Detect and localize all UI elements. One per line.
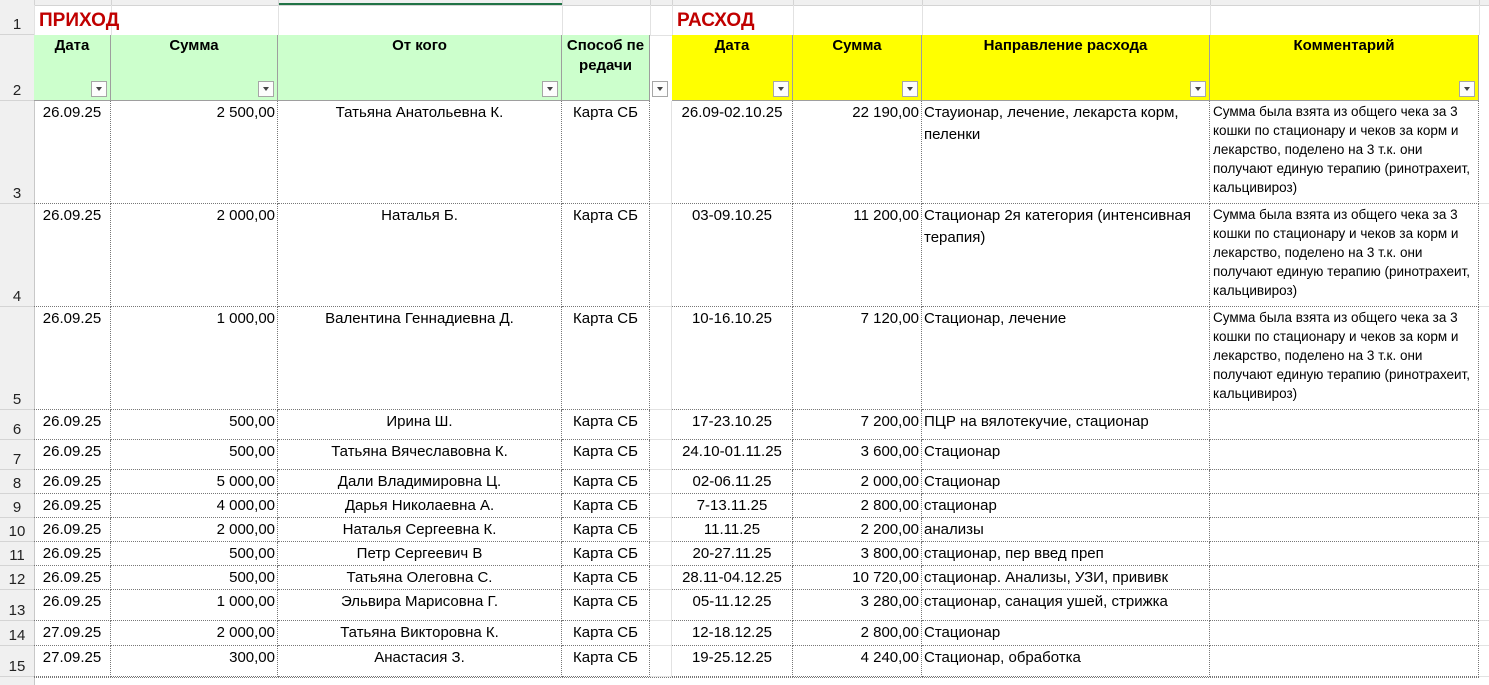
expense-cell-comment[interactable] — [1210, 470, 1479, 494]
expense-cell-date[interactable]: 12-18.12.25 — [672, 621, 793, 646]
row-number[interactable] — [0, 307, 34, 410]
income-cell-method[interactable]: Карта СБ — [562, 621, 650, 646]
expense-cell-comment[interactable]: Сумма была взята из общего чека за 3 кошки по стационару и чеков за корм и лекарство, поделено на 3 т.к. они получают единую терапию (ринотрахеит, кальцивироз) — [1210, 204, 1479, 307]
row-number-label: 7 — [12, 451, 22, 468]
empty-cell[interactable] — [1479, 566, 1489, 590]
empty-cell[interactable] — [1479, 470, 1489, 494]
income-cell-method[interactable]: Карта СБ — [562, 494, 650, 518]
income-cell-from[interactable]: Наталья Б. — [278, 204, 562, 307]
income-cell-sum[interactable]: 2 000,00 — [111, 204, 278, 307]
expense-cell-sum[interactable]: 2 000,00 — [793, 470, 922, 494]
row-number[interactable] — [0, 542, 34, 566]
row-number[interactable] — [0, 204, 34, 307]
expense-title: РАСХОД — [677, 10, 755, 31]
row-number[interactable] — [0, 518, 34, 542]
income-cell-sum[interactable]: 500,00 — [111, 410, 278, 440]
partial-row — [34, 677, 1479, 685]
income-cell-date[interactable]: 26.09.25 — [34, 440, 111, 470]
empty-cell[interactable] — [650, 566, 672, 590]
income-cell-sum[interactable]: 1 000,00 — [111, 307, 278, 410]
row-number[interactable] — [0, 566, 34, 590]
income-cell-from[interactable]: Татьяна Вячеславовна К. — [278, 440, 562, 470]
income-cell-date[interactable]: 26.09.25 — [34, 410, 111, 440]
expense-cell-sum[interactable]: 11 200,00 — [793, 204, 922, 307]
expense-cell-comment[interactable] — [1210, 518, 1479, 542]
expense-cell-direction[interactable]: ПЦР на вялотекучие, стационар — [922, 410, 1210, 440]
empty-cell[interactable] — [1479, 518, 1489, 542]
income-cell-from[interactable]: Дарья Николаевна А. — [278, 494, 562, 518]
gridline — [672, 5, 673, 35]
income-cell-sum[interactable]: 500,00 — [111, 566, 278, 590]
empty-cell[interactable] — [650, 494, 672, 518]
expense-cell-comment[interactable] — [1210, 440, 1479, 470]
empty-cell[interactable] — [650, 101, 672, 204]
income-cell-from[interactable]: Анастасия З. — [278, 646, 562, 677]
expense-cell-sum[interactable]: 7 120,00 — [793, 307, 922, 410]
row-number-label: 15 — [8, 658, 26, 675]
row-number-label: 12 — [8, 571, 26, 588]
row-number-label: 13 — [8, 602, 26, 619]
income-cell-sum[interactable]: 300,00 — [111, 646, 278, 677]
expense-header-sum[interactable]: Сумма — [793, 35, 922, 101]
income-cell-method[interactable]: Карта СБ — [562, 410, 650, 440]
income-cell-sum[interactable]: 500,00 — [111, 440, 278, 470]
income-cell-sum[interactable]: 5 000,00 — [111, 470, 278, 494]
empty-cell[interactable] — [1479, 307, 1489, 410]
expense-cell-date[interactable]: 17-23.10.25 — [672, 410, 793, 440]
filter-dropdown-icon[interactable] — [902, 81, 918, 97]
income-cell-method[interactable]: Карта СБ — [562, 646, 650, 677]
row-number[interactable] — [0, 494, 34, 518]
expense-cell-direction[interactable]: стационар. Анализы, УЗИ, прививк — [922, 566, 1210, 590]
expense-cell-date[interactable]: 03-09.10.25 — [672, 204, 793, 307]
empty-cell[interactable] — [650, 646, 672, 677]
row-number[interactable] — [0, 590, 34, 621]
income-cell-from[interactable]: Татьяна Олеговна С. — [278, 566, 562, 590]
income-cell-date[interactable]: 26.09.25 — [34, 307, 111, 410]
income-cell-from[interactable]: Татьяна Викторовна К. — [278, 621, 562, 646]
empty-cell[interactable] — [650, 590, 672, 621]
expense-cell-date[interactable]: 19-25.12.25 — [672, 646, 793, 677]
empty-cell[interactable] — [1479, 646, 1489, 677]
empty-cell[interactable] — [650, 410, 672, 440]
expense-cell-date[interactable]: 26.09-02.10.25 — [672, 101, 793, 204]
expense-cell-comment[interactable] — [1210, 621, 1479, 646]
gridline — [34, 5, 35, 35]
income-header-date[interactable]: Дата — [34, 35, 111, 101]
income-cell-sum[interactable]: 2 500,00 — [111, 101, 278, 204]
row-number[interactable] — [0, 621, 34, 646]
empty-cell[interactable] — [1479, 204, 1489, 307]
filter-dropdown-icon[interactable] — [1459, 81, 1475, 97]
row-number[interactable] — [0, 470, 34, 494]
expense-header-comment[interactable]: Комментарий — [1210, 35, 1479, 101]
income-cell-method[interactable]: Карта СБ — [562, 518, 650, 542]
income-cell-sum[interactable]: 2 000,00 — [111, 518, 278, 542]
row-number[interactable] — [0, 101, 34, 204]
expense-cell-comment[interactable]: Сумма была взята из общего чека за 3 кошки по стационару и чеков за корм и лекарство, поделено на 3 т.к. они получают единую терапию (ринотрахеит, кальцивироз) — [1210, 101, 1479, 204]
empty-cell[interactable] — [1479, 410, 1489, 440]
income-cell-from[interactable]: Наталья Сергеевна К. — [278, 518, 562, 542]
income-cell-sum[interactable]: 2 000,00 — [111, 621, 278, 646]
income-title: ПРИХОД — [39, 10, 120, 31]
income-cell-from[interactable]: Дали Владимировна Ц. — [278, 470, 562, 494]
expense-cell-direction[interactable]: Стационар, лечение — [922, 307, 1210, 410]
row-number-label: 2 — [12, 82, 22, 99]
expense-cell-comment[interactable] — [1210, 590, 1479, 621]
empty-cell[interactable] — [650, 542, 672, 566]
income-cell-date[interactable]: 26.09.25 — [34, 494, 111, 518]
expense-cell-direction[interactable]: анализы — [922, 518, 1210, 542]
income-cell-sum[interactable]: 1 000,00 — [111, 590, 278, 621]
gridline — [1479, 5, 1480, 35]
expense-cell-direction[interactable]: Стауионар, лечение, лекарста корм, пеленки — [922, 101, 1210, 204]
income-cell-sum[interactable]: 500,00 — [111, 542, 278, 566]
row-number[interactable] — [0, 410, 34, 440]
income-cell-method[interactable]: Карта СБ — [562, 440, 650, 470]
income-cell-date[interactable]: 26.09.25 — [34, 101, 111, 204]
expense-cell-date[interactable]: 28.11-04.12.25 — [672, 566, 793, 590]
income-cell-from[interactable]: Валентина Геннадиевна Д. — [278, 307, 562, 410]
empty-cell[interactable] — [650, 470, 672, 494]
expense-cell-direction[interactable]: Стационар — [922, 621, 1210, 646]
expense-cell-date[interactable]: 10-16.10.25 — [672, 307, 793, 410]
empty-cell[interactable] — [650, 204, 672, 307]
income-cell-from[interactable]: Петр Сергеевич В — [278, 542, 562, 566]
expense-cell-date[interactable]: 20-27.11.25 — [672, 542, 793, 566]
gridline — [922, 5, 923, 35]
expense-cell-date[interactable]: 02-06.11.25 — [672, 470, 793, 494]
row-number-label: 10 — [8, 523, 26, 540]
expense-cell-comment[interactable]: Сумма была взята из общего чека за 3 кошки по стационару и чеков за корм и лекарство, поделено на 3 т.к. они получают единую терапию (ринотрахеит, кальцивироз) — [1210, 307, 1479, 410]
empty-cell[interactable] — [1479, 590, 1489, 621]
income-cell-date[interactable]: 27.09.25 — [34, 646, 111, 677]
row-number-label: 6 — [12, 421, 22, 438]
income-header-from[interactable]: От кого — [278, 35, 562, 101]
row-number-label: 14 — [8, 627, 26, 644]
expense-cell-sum[interactable]: 3 800,00 — [793, 542, 922, 566]
filter-dropdown-icon[interactable] — [258, 81, 274, 97]
expense-cell-sum[interactable]: 2 200,00 — [793, 518, 922, 542]
expense-cell-comment[interactable] — [1210, 542, 1479, 566]
empty-cell[interactable] — [650, 307, 672, 410]
income-cell-from[interactable]: Татьяна Анатольевна К. — [278, 101, 562, 204]
income-cell-date[interactable]: 26.09.25 — [34, 518, 111, 542]
row-number[interactable] — [0, 440, 34, 470]
expense-header-date[interactable]: Дата — [672, 35, 793, 101]
income-cell-date[interactable]: 26.09.25 — [34, 470, 111, 494]
expense-cell-date[interactable]: 05-11.12.25 — [672, 590, 793, 621]
empty-cell[interactable] — [1479, 542, 1489, 566]
row-header-column — [0, 5, 35, 685]
expense-cell-direction[interactable]: Стационар — [922, 440, 1210, 470]
gridline — [278, 5, 279, 35]
row-number[interactable] — [0, 5, 34, 35]
income-cell-method[interactable]: Карта СБ — [562, 307, 650, 410]
filter-dropdown-icon[interactable] — [773, 81, 789, 97]
empty-cell[interactable] — [1479, 440, 1489, 470]
gridline — [562, 5, 563, 35]
filter-dropdown-icon[interactable] — [91, 81, 107, 97]
empty-cell[interactable] — [1479, 494, 1489, 518]
expense-cell-direction[interactable]: стационар — [922, 494, 1210, 518]
expense-cell-direction[interactable]: Стационар, обработка — [922, 646, 1210, 677]
expense-cell-comment[interactable] — [1210, 494, 1479, 518]
expense-cell-comment[interactable] — [1210, 410, 1479, 440]
income-cell-method[interactable]: Карта СБ — [562, 566, 650, 590]
empty-cell[interactable] — [1479, 101, 1489, 204]
column-header-strip — [0, 0, 1489, 6]
row-number-label: 11 — [9, 547, 25, 564]
expense-cell-sum[interactable]: 10 720,00 — [793, 566, 922, 590]
filter-dropdown-icon[interactable] — [1190, 81, 1206, 97]
row-number-label: 8 — [12, 475, 22, 492]
income-cell-from[interactable]: Ирина Ш. — [278, 410, 562, 440]
row-number[interactable] — [0, 35, 34, 101]
row-number[interactable] — [0, 646, 34, 677]
expense-cell-sum[interactable]: 4 240,00 — [793, 646, 922, 677]
income-header-sum[interactable]: Сумма — [111, 35, 278, 101]
income-cell-date[interactable]: 26.09.25 — [34, 566, 111, 590]
expense-cell-sum[interactable]: 3 600,00 — [793, 440, 922, 470]
row-number-label: 9 — [12, 499, 22, 516]
income-cell-method[interactable]: Карта СБ — [562, 470, 650, 494]
filter-dropdown-icon[interactable] — [542, 81, 558, 97]
row-number-label: 4 — [12, 288, 22, 305]
income-cell-method[interactable]: Карта СБ — [562, 590, 650, 621]
selected-column-indicator — [279, 3, 562, 5]
income-cell-sum[interactable]: 4 000,00 — [111, 494, 278, 518]
gridline — [793, 5, 794, 35]
income-header-method[interactable]: Способ передачи — [562, 35, 650, 101]
income-cell-method[interactable]: Карта СБ — [562, 542, 650, 566]
expense-cell-sum[interactable]: 7 200,00 — [793, 410, 922, 440]
expense-cell-direction[interactable]: стационар, санация ушей, стрижка — [922, 590, 1210, 621]
expense-cell-comment[interactable] — [1210, 566, 1479, 590]
expense-cell-date[interactable]: 11.11.25 — [672, 518, 793, 542]
empty-cell[interactable] — [650, 621, 672, 646]
expense-cell-direction[interactable]: Стационар — [922, 470, 1210, 494]
income-cell-from[interactable]: Эльвира Марисовна Г. — [278, 590, 562, 621]
gridline — [1210, 5, 1211, 35]
income-cell-date[interactable]: 26.09.25 — [34, 204, 111, 307]
income-cell-date[interactable]: 26.09.25 — [34, 542, 111, 566]
expense-cell-direction[interactable]: Стационар 2я категория (интенсивная терапия) — [922, 204, 1210, 307]
expense-cell-comment[interactable] — [1210, 646, 1479, 677]
empty-cell[interactable] — [1479, 621, 1489, 646]
row-number-label: 1 — [12, 16, 22, 33]
expense-header-direction[interactable]: Направление расхода — [922, 35, 1210, 101]
expense-cell-sum[interactable]: 2 800,00 — [793, 494, 922, 518]
income-cell-method[interactable]: Карта СБ — [562, 204, 650, 307]
row-number-label: 3 — [12, 185, 22, 202]
income-cell-date[interactable]: 26.09.25 — [34, 590, 111, 621]
income-cell-method[interactable]: Карта СБ — [562, 101, 650, 204]
empty-cell[interactable] — [650, 440, 672, 470]
expense-cell-date[interactable]: 7-13.11.25 — [672, 494, 793, 518]
empty-cell[interactable] — [650, 518, 672, 542]
filter-dropdown-icon[interactable] — [652, 81, 668, 97]
row-number-label: 5 — [12, 391, 22, 408]
expense-cell-direction[interactable]: стационар, пер введ преп — [922, 542, 1210, 566]
income-cell-date[interactable]: 27.09.25 — [34, 621, 111, 646]
expense-cell-sum[interactable]: 3 280,00 — [793, 590, 922, 621]
expense-cell-date[interactable]: 24.10-01.11.25 — [672, 440, 793, 470]
expense-cell-sum[interactable]: 22 190,00 — [793, 101, 922, 204]
gridline — [650, 5, 651, 35]
gridline — [650, 35, 672, 36]
expense-cell-sum[interactable]: 2 800,00 — [793, 621, 922, 646]
